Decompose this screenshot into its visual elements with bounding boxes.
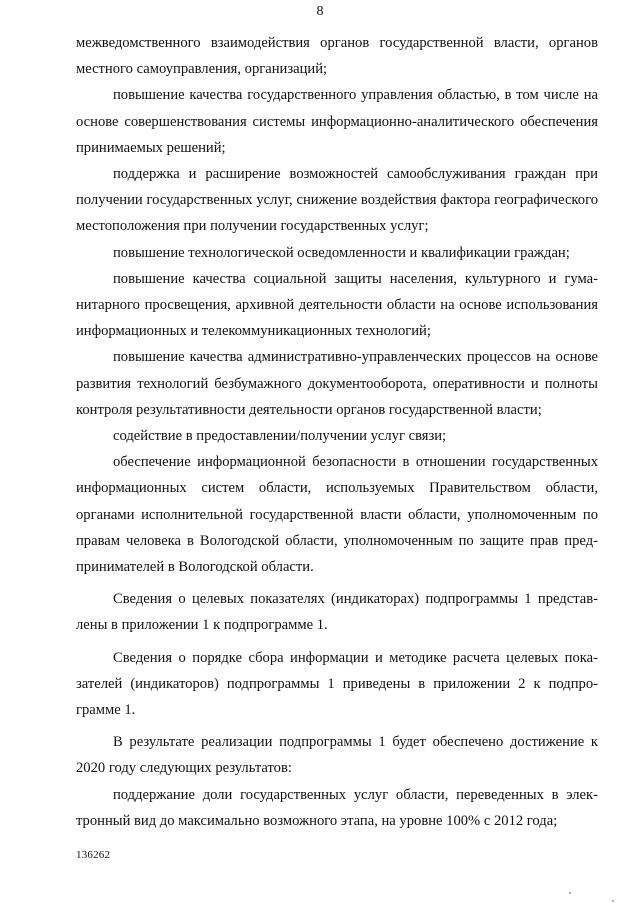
paragraph: повышение качества социальной защиты населения, культурного и гуманитарного просвещения, архивной деятельности области на основе использования информационных и телекоммуникационных технологий; bbox=[76, 270, 598, 340]
scan-speck bbox=[569, 892, 571, 894]
paragraph: повышение качества государственного управления областью, в том числе на основе совершенствования системы информационно-аналитического обеспечения принимаемых решений; bbox=[76, 87, 598, 156]
paragraph: повышение технологической осведомленности и квалификации граждан; bbox=[113, 244, 570, 261]
page-number: 8 bbox=[316, 4, 324, 19]
paragraph: повышение качества административно-управленческих процессов на основе развития технологий безбумажного документооборота, оперативности и полноты контроля результативности деятельности органов государственной власти; bbox=[76, 349, 598, 418]
document-body bbox=[76, 30, 598, 834]
paragraph: Сведения о порядке сбора информации и методике расчета целевых показателей (индикаторов) подпрограммы 1 приведены в приложении 2 к подпрограмме 1. bbox=[76, 649, 598, 719]
paragraph: В результате реализации подпрограммы 1 будет обеспечено достижение к 2020 году следующих результатов: bbox=[76, 734, 598, 777]
document-code: 136262 bbox=[76, 849, 111, 861]
scan-speck bbox=[612, 900, 614, 902]
paragraph: поддержка и расширение возможностей самообслуживания граждан при получении государственных услуг, снижение воздействия фактора географического местоположения при получении государственных услуг; bbox=[76, 166, 598, 235]
paragraph: межведомственного взаимодействия органов государственной власти, органов местного самоуправления, организаций; bbox=[76, 35, 598, 78]
paragraph: содействие в предоставлении/получении услуг связи; bbox=[113, 428, 447, 445]
paragraph: обеспечение информационной безопасности в отношении государственных информационных систем области, используемых Правительством области, органами исполнительной государственной власти области, уполномоченным по правам человека в Вологодской области, уполномоченным по защите прав предпринимателей в Вологодской области. bbox=[76, 454, 598, 576]
paragraph: поддержание доли государственных услуг области, переведенных в электронный вид до максимально возможного этапа, на уровне 100% с 2012 года; bbox=[76, 786, 598, 829]
paragraph: Сведения о целевых показателях (индикаторах) подпрограммы 1 представлены в приложении 1 к подпрограмме 1. bbox=[76, 591, 598, 634]
